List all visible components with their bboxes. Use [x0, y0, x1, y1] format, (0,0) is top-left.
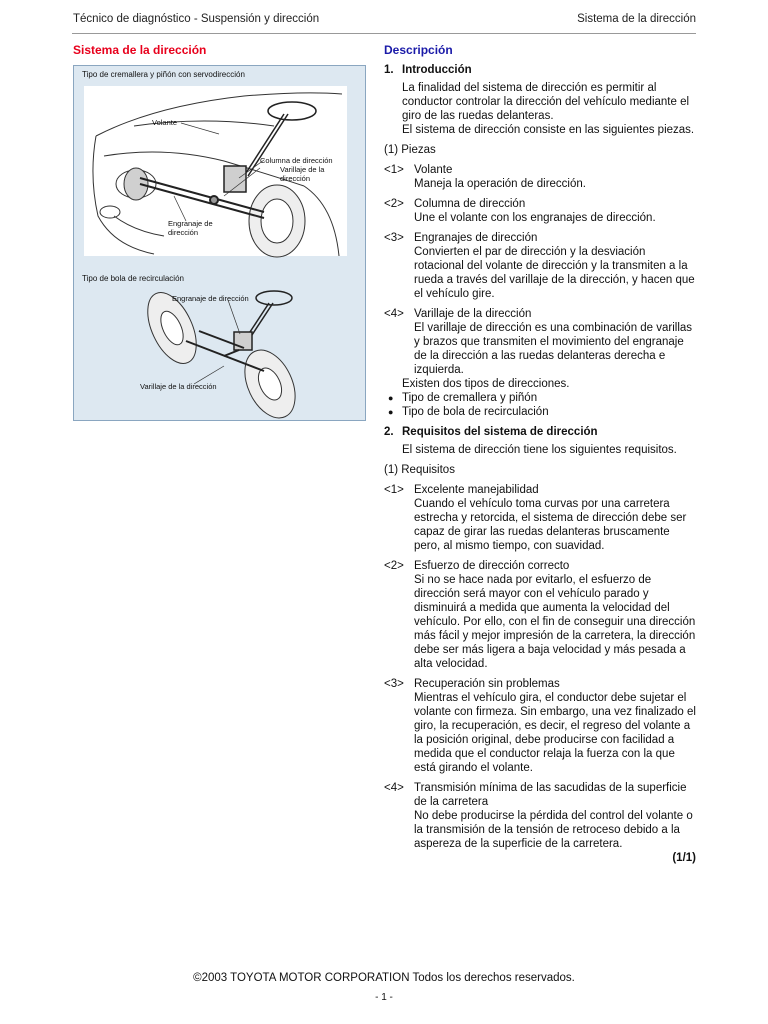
label-steering-linkage-bottom: Varillaje de la dirección: [140, 382, 217, 391]
item-text: Maneja la operación de dirección.: [414, 178, 586, 190]
item-title: Volante: [414, 164, 453, 176]
list-item: [384, 483, 696, 553]
item-text: El varillaje de dirección es una combinación de varillas y brazos que transmiten el movimiento del engranaje de la dirección a las ruedas delanteras derecha e izquierda.: [414, 322, 693, 376]
intro-paragraph-1: La finalidad del sistema de dirección es permitir al conductor controlar la dirección del vehículo mediante el giro de las ruedas delanteras.: [402, 82, 690, 122]
item-title: Transmisión mínima de las sacudidas de la superficie de la carretera: [414, 782, 687, 808]
item-body: [414, 163, 696, 191]
type-bullet: [388, 391, 696, 405]
item-tag: <3>: [384, 232, 404, 244]
item-body: [414, 483, 696, 553]
footer-copyright: ©2003 TOYOTA MOTOR CORPORATION Todos los derechos reservados.: [193, 972, 575, 984]
item-text: Mientras el vehículo gira, el conductor debe sujetar el volante con firmeza. Sin embargo, una vez finalizado el giro, la recuperación, es decir, el regreso del volante a la posición original, debe producirse con facilidad a medida que el conductor relaja la fuerza con la que está girando el volante.: [414, 692, 696, 774]
list-item: [384, 781, 696, 851]
item-text: Si no se hace nada por evitarlo, el esfuerzo de dirección será mayor con el vehículo parado y disminuirá a medida que aumenta la velocidad del vehículo. Por ello, con el fin de conseguir una dirección más fácil y mejor impresión de la carretera, la dirección debe ser más ligera a baja velocidad y más pesada a alta velocidad.: [414, 574, 696, 670]
recirculating-ball-drawing: [138, 285, 305, 422]
caption-recirculating-ball: Tipo de bola de recirculación: [82, 274, 184, 283]
item-body: [414, 307, 696, 377]
section-1-heading: [384, 63, 696, 77]
item-text: Une el volante con los engranajes de dirección.: [414, 212, 656, 224]
intro-paragraph-2: El sistema de dirección consiste en las siguientes piezas.: [402, 124, 695, 136]
section-1-title: Introducción: [402, 64, 472, 76]
item-title: Recuperación sin problemas: [414, 678, 560, 690]
header-divider: [72, 33, 696, 34]
page-mark: (1/1): [672, 852, 696, 864]
label-steering-wheel: Volante: [152, 118, 178, 127]
item-title: Excelente manejabilidad: [414, 484, 539, 496]
steering-drawings: [74, 66, 367, 422]
section-2-heading: [384, 425, 696, 439]
type-label: Tipo de cremallera y piñón: [402, 392, 538, 404]
parts-heading: (1) Piezas: [384, 144, 436, 156]
section-2-number: 2.: [384, 426, 394, 438]
item-body: [414, 781, 696, 851]
item-title: Esfuerzo de dirección correcto: [414, 560, 570, 572]
item-body: [414, 559, 696, 671]
caption-rack-and-pinion: Tipo de cremallera y piñón con servodirección: [82, 70, 245, 79]
item-title: Varillaje de la dirección: [414, 308, 532, 320]
figure-section-title: Sistema de la dirección: [73, 43, 207, 57]
list-item: [384, 307, 696, 377]
bullet-icon: ●: [388, 407, 394, 417]
label-steering-gear-top: Engranaje de dirección: [168, 219, 213, 237]
footer-page-number: - 1 -: [375, 992, 393, 1003]
list-item: [384, 163, 696, 191]
type-label: Tipo de bola de recirculación: [402, 406, 549, 418]
list-item: [384, 677, 696, 775]
types-list: [384, 391, 696, 419]
item-tag: <1>: [384, 164, 404, 176]
steering-illustration: [73, 65, 366, 421]
description-title: Descripción: [384, 43, 453, 57]
requirements-list: [384, 483, 696, 851]
item-title: Engranajes de dirección: [414, 232, 538, 244]
label-steering-gear-bottom: Engranaje de dirección: [172, 294, 249, 303]
item-tag: <4>: [384, 782, 404, 794]
item-tag: <3>: [384, 678, 404, 690]
description-body: [384, 63, 696, 865]
item-title: Columna de dirección: [414, 198, 526, 210]
label-steering-linkage-top: Varillaje de la dirección: [280, 165, 325, 183]
types-intro: Existen dos tipos de direcciones.: [402, 378, 570, 390]
parts-list: [384, 163, 696, 377]
header-document-title: Técnico de diagnóstico - Suspensión y dirección: [73, 13, 320, 25]
section-2-intro: El sistema de dirección tiene los siguientes requisitos.: [402, 444, 677, 456]
item-body: [414, 197, 696, 225]
requirements-heading: (1) Requisitos: [384, 464, 455, 476]
item-tag: <2>: [384, 198, 404, 210]
item-tag: <4>: [384, 308, 404, 320]
item-tag: <1>: [384, 484, 404, 496]
label-steering-column: Columna de dirección: [260, 156, 333, 165]
list-item: [384, 231, 696, 301]
section-1-number: 1.: [384, 64, 394, 76]
header-section-title: Sistema de la dirección: [577, 13, 696, 25]
item-text: Convierten el par de dirección y la desviación rotacional del volante de dirección y la transmiten a la rueda a través del varillaje de la dirección, y hacen que el vehículo gire.: [414, 246, 695, 300]
list-item: [384, 197, 696, 225]
type-bullet: [388, 405, 696, 419]
item-body: [414, 231, 696, 301]
list-item: [384, 559, 696, 671]
item-text: No debe producirse la pérdida del control del volante o la transmisión de la tensión de retroceso debido a la aspereza de la superficie de la carretera.: [414, 810, 693, 850]
item-text: Cuando el vehículo toma curvas por una carretera estrecha y retorcida, el sistema de dirección debe ser capaz de girar las ruedas delanteras bruscamente pero, al mismo tiempo, con suavidad.: [414, 498, 687, 552]
bullet-icon: ●: [388, 393, 394, 403]
item-body: [414, 677, 696, 775]
section-2-title: Requisitos del sistema de dirección: [402, 426, 598, 438]
item-tag: <2>: [384, 560, 404, 572]
